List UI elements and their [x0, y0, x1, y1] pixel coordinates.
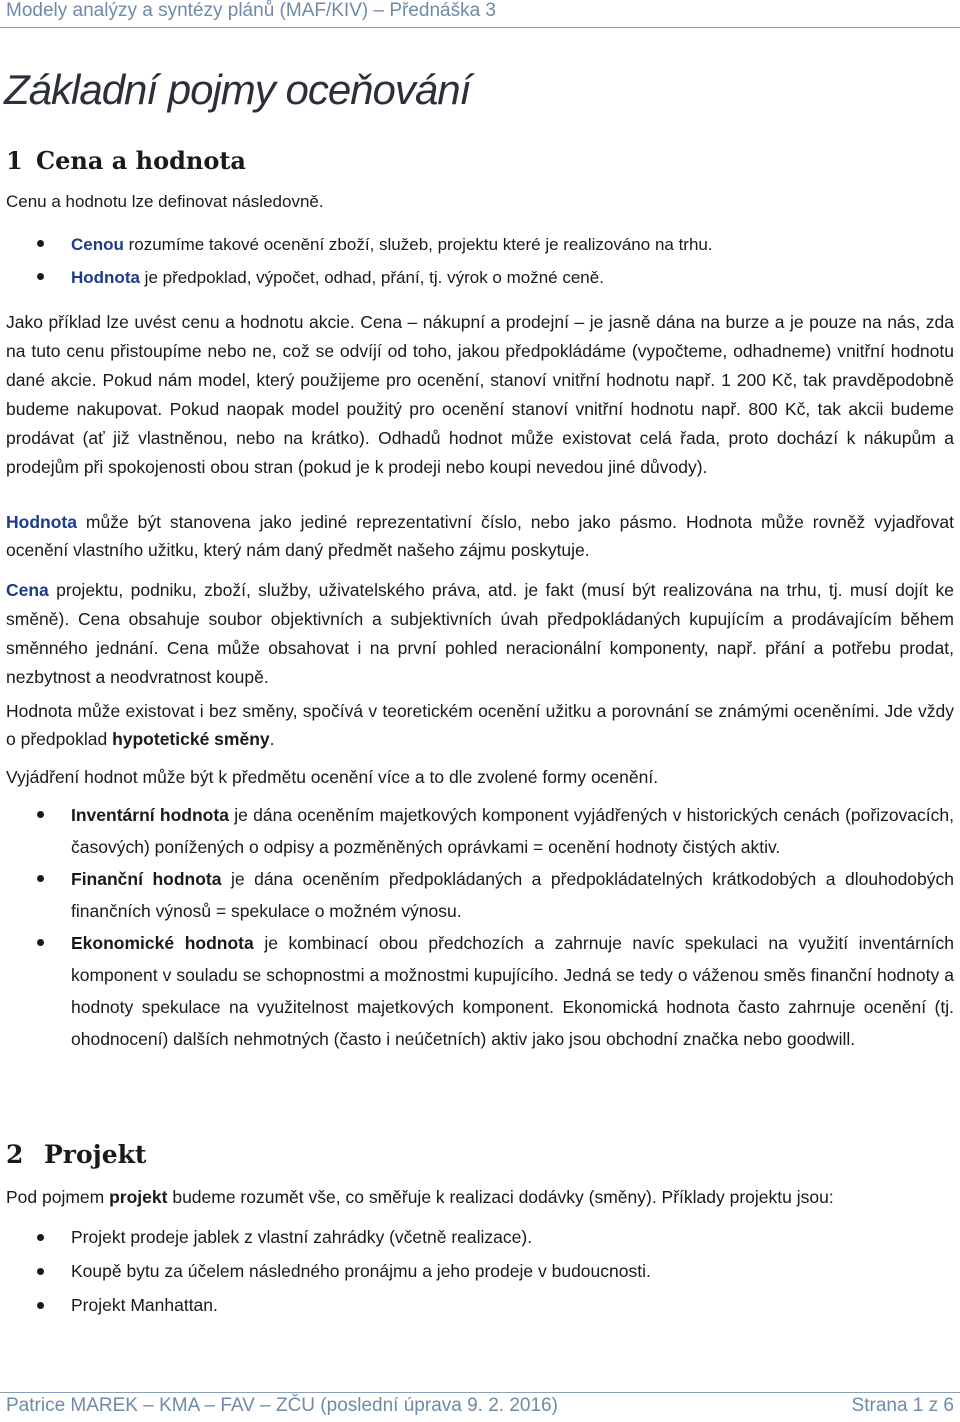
- project-intro-text: budeme rozumět vše, co směřuje k realizaci dodávky (směny). Příklady projektu jsou:: [167, 1187, 834, 1207]
- definition-list: [0, 228, 954, 294]
- project-example: Projekt Manhattan.: [71, 1295, 218, 1315]
- cena-text: projektu, podniku, zboží, služby, uživatelského práva, atd. je fakt (musí být realizována na trhu, tj. musí dojít ke směně). Cena obsahuje soubor objektivních a subjektivních úvah předpokládaných kupujícím a prodávajícím během směnného jednání. Cena může obsahovat i na první pohled neracionální komponenty, např. přání a potřebu prodat, nezbytnost a neodvratnost koupě.: [6, 580, 954, 687]
- page-number: Strana 1 z 6: [851, 1395, 954, 1416]
- running-header: Modely analýzy a syntézy plánů (MAF/KIV) – Přednáška 3: [6, 0, 497, 21]
- bullet-icon: [37, 875, 44, 882]
- term-cena-bold: Cena: [6, 580, 49, 600]
- form-term: Ekonomické hodnota: [71, 933, 254, 953]
- form-term: Finanční hodnota: [71, 869, 222, 889]
- form-text: je kombinací obou předchozích a zahrnuje navíc spekulaci na využití inventárních komponent v souladu se schopnostmi a možnostmi kupujícího. Jedná se tedy o váženou směs finanční hodnoty a hodnoty spekulace na využitelnost majetkových komponent. Ekonomická hodnota často zahrnuje ocenění (tj. ohodnocení) dalších nehmotných (často i neúčetních) aktiv jako jsou obchodní značka nebo goodwill.: [71, 933, 955, 1049]
- term-hodnota-bold: Hodnota: [6, 512, 77, 532]
- project-term: projekt: [109, 1187, 168, 1207]
- form-term: Inventární hodnota: [71, 805, 229, 825]
- bullet-icon: [37, 1234, 44, 1241]
- existence-paragraph: [6, 697, 954, 753]
- project-intro-lead: Pod pojmem: [6, 1187, 110, 1207]
- list-item: [0, 261, 954, 294]
- list-item: [0, 1220, 954, 1254]
- existence-text: Hodnota může existovat i bez směny, spočívá v teoretickém ocenění užitku a porovnání se známými oceněními. Jde vždy o předpoklad: [6, 701, 954, 749]
- form-text: je dána oceněním majetkových komponent vyjádřených v historických cenách (pořizovacích, časových) ponížených o odpisy a pozměněných oprávkami = ocenění hodnoty čistých aktiv.: [71, 805, 954, 857]
- hodnota-paragraph: [6, 508, 954, 564]
- section-1-intro: Cenu a hodnotu lze definovat následovně.: [6, 192, 324, 211]
- section-1-heading: [6, 146, 246, 175]
- example-paragraph: [6, 308, 954, 482]
- project-example: Projekt prodeje jablek z vlastní zahrádky (včetně realizace).: [71, 1227, 533, 1247]
- hypothetical-exchange-term: hypotetické směny: [112, 729, 270, 749]
- term-cena: Cenou: [71, 235, 124, 254]
- definition-text: rozumíme takové ocenění zboží, služeb, projektu které je realizováno na trhu.: [123, 235, 713, 254]
- existence-end: .: [269, 729, 275, 749]
- footer-divider: [0, 1392, 960, 1393]
- hodnota-text: může být stanovena jako jediné reprezentativní číslo, nebo jako pásmo. Hodnota může rovněž vyjadřovat ocenění vlastního užitku, který nám daný předmět našeho zájmu poskytuje.: [6, 512, 954, 560]
- section-2-title: Projekt: [44, 1140, 147, 1169]
- bullet-icon: [37, 240, 44, 247]
- list-item: [0, 228, 954, 261]
- form-text: je dána oceněním předpokládaných a předpokládatelných krátkodobých a dlouhodobých finančních výnosů = spekulace o možném výnosu.: [71, 869, 954, 921]
- list-item: [0, 1254, 954, 1288]
- bullet-icon: [37, 1268, 44, 1275]
- project-example: Koupě bytu za účelem následného pronájmu a jeho prodeje v budoucnosti.: [71, 1261, 651, 1281]
- section-2-number: 2: [6, 1140, 24, 1169]
- forms-paragraph: Vyjádření hodnot může být k předmětu ocenění více a to dle zvolené formy ocenění.: [6, 767, 659, 787]
- term-hodnota: Hodnota: [71, 268, 140, 287]
- header-divider: [0, 27, 960, 28]
- bullet-icon: [37, 273, 44, 280]
- document-title: Základní pojmy oceňování: [4, 66, 471, 113]
- list-item: [0, 927, 954, 1055]
- example-text: Cena – nákupní a prodejní – je jasně dána na burze a je pouze na nás, zda na tuto cenu přistoupíme nebo ne, což se odvíjí od toho, jakou předpokládáme (vypočteme, odhadneme) vnitřní hodnotu dané akcie. Pokud nám model, který použijeme pro ocenění, stanoví vnitřní hodnotu např. 1 200 Kč, tak pravděpodobně budeme nakupovat. Pokud naopak model použitý pro ocenění stanoví vnitřní hodnotu např. 800 Kč, tak akcii budeme prodávat (ať již vlastněnou, nebo na krátko). Odhadů hodnot může existovat celá řada, proto dochází k nákupům a prodejům při spokojenosti obou stran (pokud je k prodeji nebo koupi nevedou jiné důvody).: [6, 312, 954, 477]
- bullet-icon: [37, 939, 44, 946]
- footer-author: Patrice MAREK – KMA – FAV – ZČU (poslední úprava 9. 2. 2016): [6, 1395, 558, 1416]
- list-item: [0, 1288, 954, 1322]
- section-1-title: Cena a hodnota: [36, 146, 246, 175]
- section-2-heading: [6, 1140, 146, 1169]
- project-examples-list: [0, 1220, 954, 1322]
- list-item: [0, 863, 954, 927]
- bullet-icon: [37, 811, 44, 818]
- section-1-number: 1: [6, 146, 23, 175]
- list-item: [0, 799, 954, 863]
- bullet-icon: [37, 1302, 44, 1309]
- definition-text: je předpoklad, výpočet, odhad, přání, tj. výrok o možné ceně.: [139, 268, 604, 287]
- value-forms-list: [0, 799, 954, 1055]
- example-lead: Jako příklad lze uvést cenu a hodnotu akcie.: [6, 312, 355, 332]
- cena-paragraph: [6, 576, 954, 692]
- project-intro: [6, 1183, 960, 1211]
